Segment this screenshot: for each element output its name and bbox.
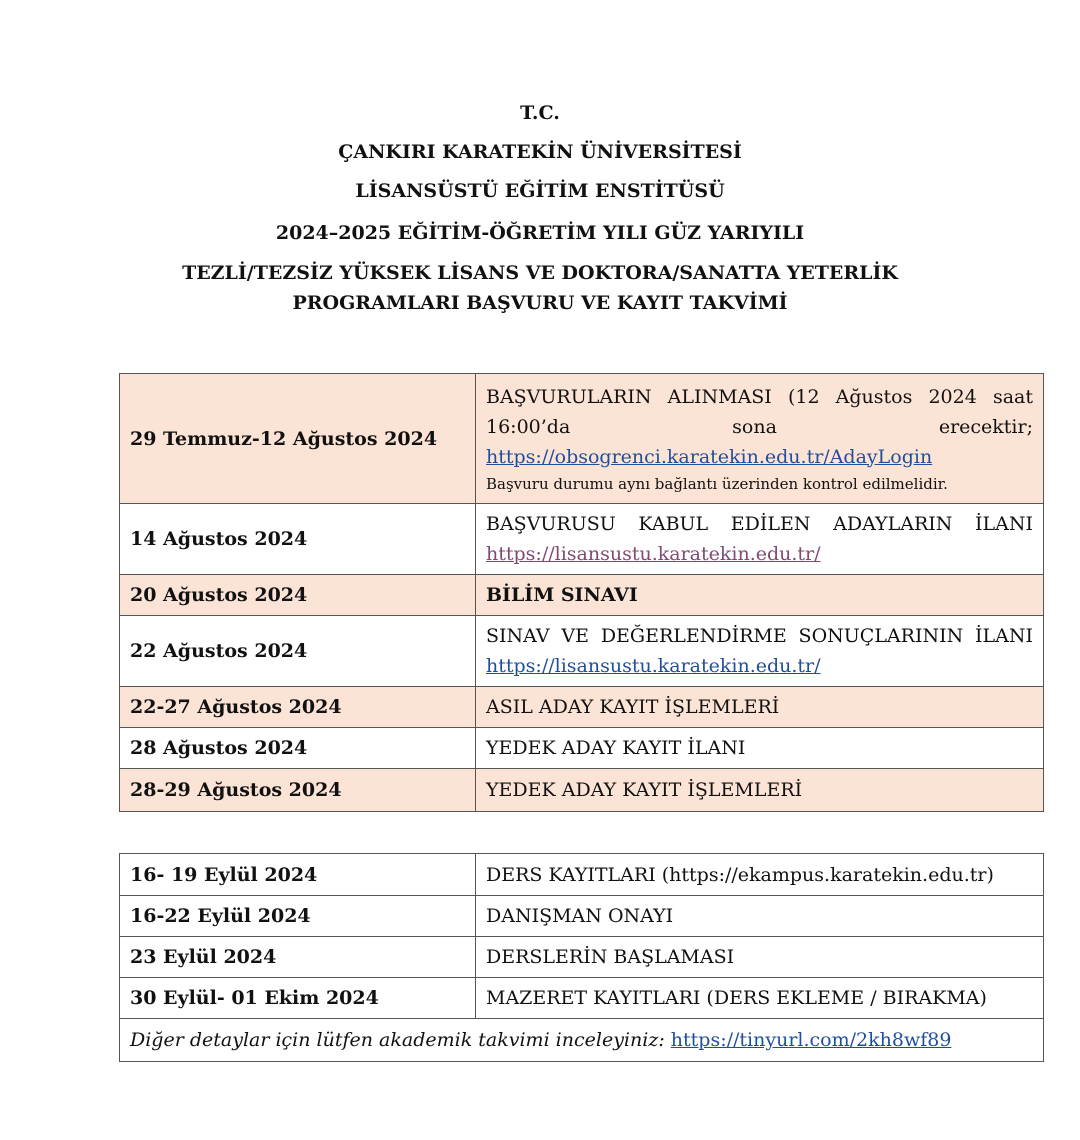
row-text: BAŞVURUSU KABUL EDİLEN ADAYLARIN İLANI: [486, 513, 1033, 535]
row-date: 16- 19 Eylül 2024: [120, 854, 476, 896]
table-row: [120, 575, 1044, 616]
row-date: 23 Eylül 2024: [120, 937, 476, 978]
footer-note: [120, 1019, 1044, 1062]
row-description: [476, 616, 1044, 687]
table-row: [120, 687, 1044, 728]
row-description: ASIL ADAY KAYIT İŞLEMLERİ: [476, 687, 1044, 728]
institute-website-link[interactable]: https://lisansustu.karatekin.edu.tr/: [486, 655, 821, 677]
row-text-line: 16:00’da sona erecektir;: [486, 415, 1033, 438]
row-description: YEDEK ADAY KAYIT İŞLEMLERİ: [476, 769, 1044, 812]
row-date: 22-27 Ağustos 2024: [120, 687, 476, 728]
row-date: 29 Temmuz-12 Ağustos 2024: [120, 374, 476, 504]
table-row: [120, 978, 1044, 1019]
row-description: DERS KAYITLARI (https://ekampus.karatekin.edu.tr): [476, 854, 1044, 896]
row-description: DANIŞMAN ONAYI: [476, 896, 1044, 937]
row-description: BİLİM SINAVI: [476, 575, 1044, 616]
row-note: Başvuru durumu aynı bağlantı üzerinden kontrol edilmelidir.: [486, 474, 948, 493]
row-text-line: BAŞVURULARIN ALINMASI (12 Ağustos 2024 saat: [486, 385, 1033, 408]
header-line-university: ÇANKIRI KARATEKİN ÜNİVERSİTESİ: [338, 141, 742, 163]
header-line-programs: TEZLİ/TEZSİZ YÜKSEK LİSANS VE DOKTORA/SANATTA YETERLİK: [182, 262, 898, 284]
row-date: 14 Ağustos 2024: [120, 504, 476, 575]
row-description: [476, 374, 1044, 504]
row-date: 28 Ağustos 2024: [120, 728, 476, 769]
table-footer-row: [120, 1019, 1044, 1062]
row-date: 28-29 Ağustos 2024: [120, 769, 476, 812]
table-row: [120, 728, 1044, 769]
footer-note-text: Diğer detaylar için lütfen akademik takvimi inceleyiniz:: [130, 1029, 665, 1051]
row-date: 20 Ağustos 2024: [120, 575, 476, 616]
row-date: 16-22 Eylül 2024: [120, 896, 476, 937]
header-line-tc: T.C.: [520, 102, 560, 124]
row-text: SINAV VE DEĞERLENDİRME SONUÇLARININ İLANI: [486, 625, 1033, 647]
row-description: MAZERET KAYITLARI (DERS EKLEME / BIRAKMA): [476, 978, 1044, 1019]
institute-website-link[interactable]: https://lisansustu.karatekin.edu.tr/: [486, 543, 821, 565]
table-row: [120, 854, 1044, 896]
row-description: [476, 504, 1044, 575]
row-description: DERSLERİN BAŞLAMASI: [476, 937, 1044, 978]
header-line-academic-year: 2024–2025 EĞİTİM-ÖĞRETİM YILI GÜZ YARIYILI: [275, 222, 805, 244]
table-row: [120, 769, 1044, 812]
table-row: [120, 504, 1044, 575]
application-portal-link[interactable]: https://obsogrenci.karatekin.edu.tr/AdayLogin: [486, 445, 933, 468]
table-row: [120, 937, 1044, 978]
application-calendar-table: [119, 373, 1044, 812]
table-row: [120, 616, 1044, 687]
course-calendar-table: [119, 853, 1044, 1062]
academic-calendar-link[interactable]: https://tinyurl.com/2kh8wf89: [670, 1029, 952, 1051]
row-date: 30 Eylül- 01 Ekim 2024: [120, 978, 476, 1019]
row-description: YEDEK ADAY KAYIT İLANI: [476, 728, 1044, 769]
table-row: [120, 374, 1044, 504]
header-line-calendar-title: PROGRAMLARI BAŞVURU VE KAYIT TAKVİMİ: [292, 292, 788, 314]
header-line-institute: LİSANSÜSTÜ EĞİTİM ENSTİTÜSÜ: [355, 180, 725, 202]
row-date: 22 Ağustos 2024: [120, 616, 476, 687]
table-row: [120, 896, 1044, 937]
